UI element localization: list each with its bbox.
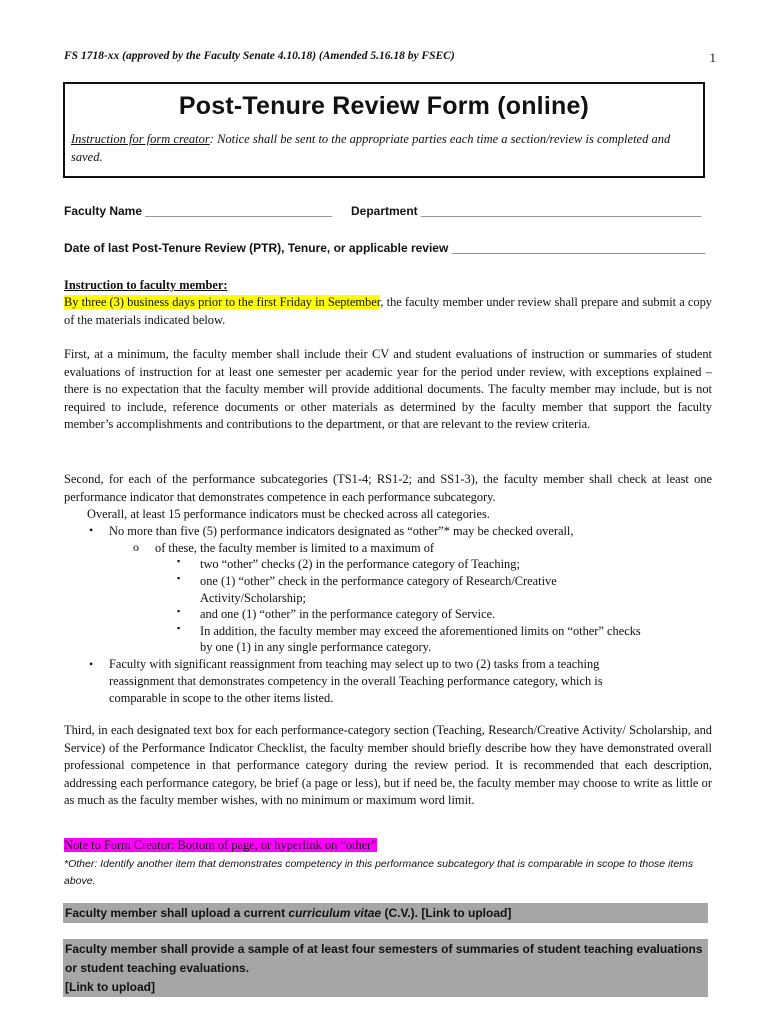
square-bullet-icon: ▪ — [177, 623, 181, 633]
other-footnote: *Other: Identify another item that demonstrates competency in this performance subcategory that is comparable in scope to those items above. — [64, 858, 694, 887]
third-paragraph: Third, in each designated text box for each performance-category section (Teaching, Research/Creative Activity/ Scholarship, and Service) of the Performance Indicator Checklist, the faculty member should briefly describe how they have demonstrated overall professional competence in that performance category during the review period. It is recommended that each description, addressing each performance category, be brief (a page or less), but if need be, the faculty member may choose to write as little or as much as the faculty member wishes, with no minimum or maximum word limit. — [64, 723, 712, 807]
first-paragraph: First, at a minimum, the faculty member shall include their CV and student evaluations of instruction or summaries of student evaluations of instruction for at least one semester per academic year for the period under review, with exceptions explained – there is no expectation that the faculty member will provide additional documents. The faculty member may include, but is not required to include, reference documents or other materials as determined by the faculty member that support the faculty member’s accomplishments and contributions to the department, or that are relevant to the review criteria. — [64, 347, 712, 431]
department-field[interactable]: Department __________________________________________ — [351, 204, 702, 218]
limit-teaching: two “other” checks (2) in the performance category of Teaching; — [200, 557, 520, 571]
title-box — [63, 82, 705, 178]
limit-research-1: one (1) “other” check in the performance category of Research/Creative — [200, 574, 557, 588]
reassignment-3: comparable in scope to the other items listed. — [109, 691, 334, 705]
deadline-highlight: By three (3) business days prior to the first Friday in September — [64, 295, 381, 309]
upload-evaluations-link[interactable]: [Link to upload] — [65, 980, 155, 994]
square-bullet-icon: ▪ — [177, 556, 181, 566]
square-bullet-icon: ▪ — [177, 573, 181, 583]
bullet-icon: • — [89, 523, 94, 537]
deadline-paragraph: By three (3) business days prior to the first Friday in September, the faculty member under review shall prepare and submit a copy of the materials indicated below. — [64, 295, 713, 327]
limit-service: and one (1) “other” in the performance category of Service. — [200, 607, 496, 621]
limit-research-2: Activity/Scholarship; — [200, 591, 306, 605]
date-last-review-field[interactable]: Date of last Post-Tenure Review (PTR), Tenure, or applicable review ______________________________________ — [64, 241, 706, 255]
second-paragraph: Second, for each of the performance subcategories (TS1-4; RS1-2; and SS1-3), the faculty member shall check at least one performance indicator that demonstrates competence in each performance subcategory. — [64, 472, 712, 504]
upload-cv-link[interactable]: (C.V.). [Link to upload] — [381, 906, 512, 920]
page-title: Post-Tenure Review Form (online) — [178, 92, 590, 120]
bullet-other-limit: No more than five (5) performance indicators designated as “other”* may be checked overall, — [109, 524, 574, 538]
overall-requirement: Overall, at least 15 performance indicators must be checked across all categories. — [87, 507, 490, 521]
document-header — [64, 50, 716, 65]
creator-instruction-text: : Notice shall be sent to the appropriate parties each time a section/review is completed and saved. — [71, 132, 671, 164]
square-bullet-icon: ▪ — [177, 606, 181, 616]
circle-bullet-icon: o — [133, 540, 139, 554]
faculty-name-field[interactable]: Faculty Name ____________________________ — [64, 204, 333, 218]
upload-cv-row[interactable]: Faculty member shall upload a current curriculum vitae (C.V.). [Link to upload] — [63, 903, 708, 923]
limit-exceed-2: by one (1) in any single performance category. — [200, 640, 432, 654]
upload-evaluations-row[interactable]: Faculty member shall provide a sample of at least four semesters of summaries of student teaching evaluations or student teaching evaluations. [Link to upload] — [63, 939, 708, 997]
sub-limit: of these, the faculty member is limited to a maximum of — [155, 541, 435, 555]
document-id: FS 1718-xx (approved by the Faculty Senate 4.10.18) (Amended 5.16.18 by FSEC) — [64, 50, 455, 62]
creator-instruction — [71, 130, 691, 166]
reassignment-1: Faculty with significant reassignment from teaching may select up to two (2) tasks from a teaching — [109, 657, 600, 671]
faculty-instruction-heading: Instruction to faculty member: — [64, 278, 228, 292]
page-number: 1 — [709, 50, 716, 65]
bullet-icon: • — [89, 657, 94, 671]
limit-exceed-1: In addition, the faculty member may exceed the aforementioned limits on “other” checks — [200, 624, 641, 638]
reassignment-2: reassignment that demonstrates competency in the overall Teaching performance category, which is — [109, 674, 603, 688]
note-to-form-creator: Note to Form Creator: Bottom of page, or hyperlink on “other” — [64, 838, 377, 852]
creator-instruction-label: Instruction for form creator — [71, 132, 210, 146]
